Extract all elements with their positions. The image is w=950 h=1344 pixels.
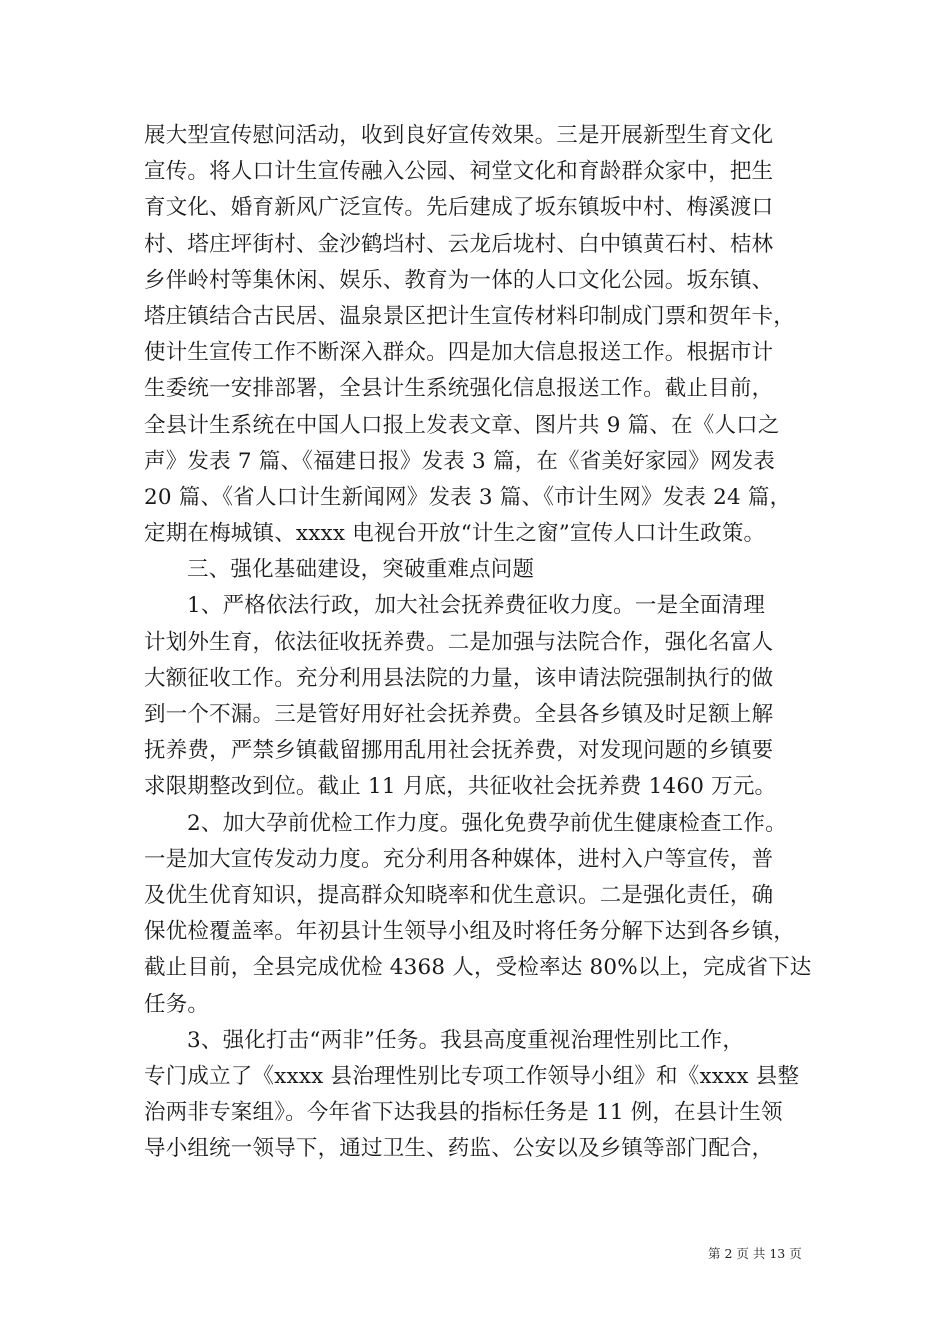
text-line: 使计生宣传工作不断深入群众。四是加大信息报送工作。根据市计 bbox=[144, 340, 774, 366]
text-line: 村、塔庄坪街村、金沙鹤垱村、云龙后垅村、白中镇黄石村、桔林 bbox=[144, 231, 774, 257]
text-line: 20 篇、《省人口计生新闻网》发表 3 篇、《市计生网》发表 24 篇， bbox=[144, 484, 792, 510]
text-line: 任务。 bbox=[144, 991, 210, 1017]
text-line: 到一个不漏。三是管好用好社会抚养费。全县各乡镇及时足额上解 bbox=[144, 702, 774, 727]
text-line: 求限期整改到位。截止 11 月底，共征收社会抚养费 1460 万元。 bbox=[144, 774, 777, 800]
text-line: 宣传。将人口计生宣传融入公园、祠堂文化和育龄群众家中，把生 bbox=[144, 159, 774, 185]
text-line: 保优检覆盖率。年初县计生领导小组及时将任务分解下达到各乡镇， bbox=[144, 919, 796, 945]
text-line: 生委统一安排部署，全县计生系统强化信息报送工作。截止目前， bbox=[144, 376, 774, 402]
text-line: 塔庄镇结合古民居、温泉景区把计生宣传材料印制成门票和贺年卡， bbox=[144, 303, 796, 329]
text-line: 育文化、婚育新风广泛宣传。先后建成了坂东镇坂中村、梅溪渡口 bbox=[144, 195, 774, 221]
text-line: 及优生优育知识，提高群众知晓率和优生意识。二是强化责任，确 bbox=[144, 882, 774, 908]
text-line: 三、强化基础建设，突破重难点问题 bbox=[187, 557, 535, 583]
text-line: 乡伴岭村等集休闲、娱乐、教育为一体的人口文化公园。坂东镇、 bbox=[144, 267, 774, 293]
text-line: 定期在梅城镇、xxxx 电视台开放“计生之窗”宣传人口计生政策。 bbox=[144, 521, 766, 547]
text-line: 2、加大孕前优检工作力度。强化免费孕前优生健康检查工作。 bbox=[187, 810, 787, 836]
text-line: 计划外生育，依法征收抚养费。二是加强与法院合作，强化名富人 bbox=[144, 629, 774, 655]
text-line: 治两非专案组》。今年省下达我县的指标任务是 11 例，在县计生领 bbox=[144, 1100, 783, 1126]
text-line: 抚养费，严禁乡镇截留挪用乱用社会抚养费，对发现问题的乡镇要 bbox=[144, 738, 774, 764]
text-line: 截止目前，全县完成优检 4368 人，受检率达 80%以上，完成省下达 bbox=[144, 955, 812, 981]
text-line: 大额征收工作。充分利用县法院的力量，该申请法院强制执行的做 bbox=[144, 665, 774, 691]
text-line: 一是加大宣传发动力度。充分利用各种媒体，进村入户等宣传，普 bbox=[144, 846, 774, 872]
text-line: 声》发表 7 篇、《福建日报》发表 3 篇，在《省美好家园》网发表 bbox=[144, 448, 776, 474]
text-line: 展大型宣传慰问活动，收到良好宣传效果。三是开展新型生育文化 bbox=[144, 123, 774, 148]
text-line: 3、强化打击“两非”任务。我县高度重视治理性别比工作， bbox=[187, 1027, 745, 1053]
text-line: 导小组统一领导下，通过卫生、药监、公安以及乡镇等部门配合， bbox=[144, 1136, 774, 1162]
body-text bbox=[144, 118, 824, 1167]
text-line: 1、严格依法行政，加大社会抚养费征收力度。一是全面清理 bbox=[187, 593, 766, 619]
text-line: 全县计生系统在中国人口报上发表文章、图片共 9 篇、在《人口之 bbox=[144, 412, 780, 438]
page-number: 第 2 页 共 13 页 bbox=[708, 1246, 802, 1261]
text-line: 专门成立了《xxxx 县治理性别比专项工作领导小组》和《xxxx 县整 bbox=[144, 1063, 800, 1089]
